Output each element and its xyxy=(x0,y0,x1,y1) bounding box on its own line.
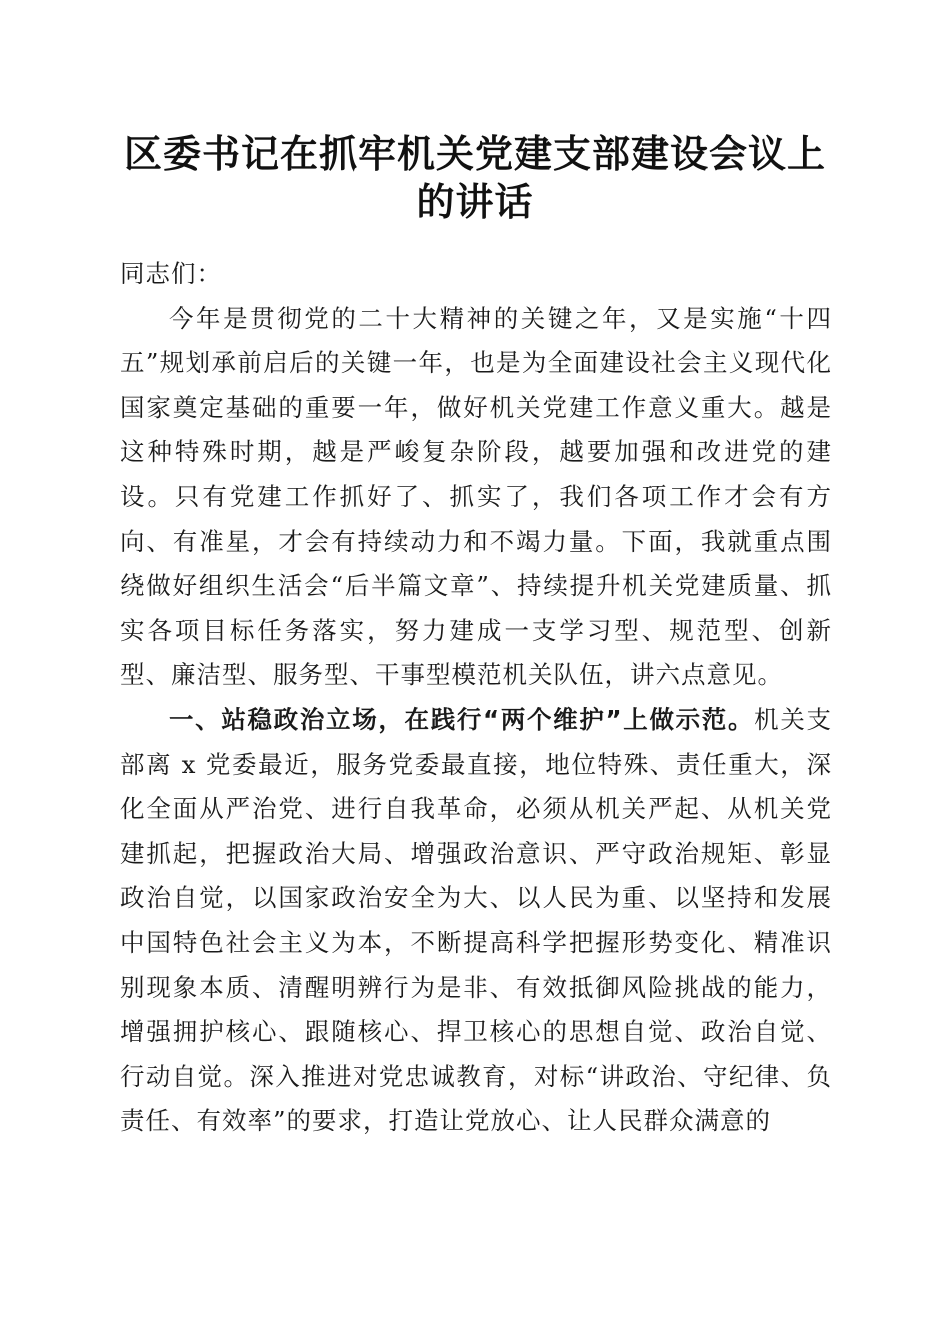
salutation: 同志们： xyxy=(120,259,222,288)
paragraph-intro xyxy=(120,297,832,698)
document-title: 区委书记在抓牢机关党建支部建设会议上的讲话 xyxy=(123,131,826,224)
section-heading: 一、站稳政治立场，在践行“两个维护”上做示范。 xyxy=(169,704,755,734)
paragraph-text: 机关支部离 x 党委最近，服务党委最直接，地位特殊、责任重大，深化全面从严治党、进行自我革命，必须从机关严起、从机关党建抓起，把握政治大局、增强政治意识、严守政治规矩、彰显政治自觉，以国家政治安全为大、以人民为重、以坚持和发展中国特色社会主义为本，不断提高科学把握形势变化、精准识别现象本质、清醒明辨行为是非、有效抵御风险挑战的能力，增强拥护核心、跟随核心、捍卫核心的思想自觉、政治自觉、行动自觉。深入推进对党忠诚教育，对标“讲政治、守纪律、负责任、有效率”的要求，打造让党放心、让人民群众满意的 xyxy=(120,704,832,1136)
paragraph-section-one xyxy=(120,698,832,1144)
paragraph-text: 今年是贯彻党的二十大精神的关键之年，又是实施“十四五”规划承前启后的关键一年，也是为全面建设社会主义现代化国家奠定基础的重要一年，做好机关党建工作意义重大。越是这种特殊时期，越是严峻复杂阶段，越要加强和改进党的建设。只有党建工作抓好了、抓实了，我们各项工作才会有方向、有准星，才会有持续动力和不竭力量。下面，我就重点围绕做好组织生活会“后半篇文章”、持续提升机关党建质量、抓实各项目标任务落实，努力建成一支学习型、规范型、创新型、廉洁型、服务型、干事型模范机关队伍，讲六点意见。 xyxy=(120,303,832,690)
document-body xyxy=(120,252,832,1144)
